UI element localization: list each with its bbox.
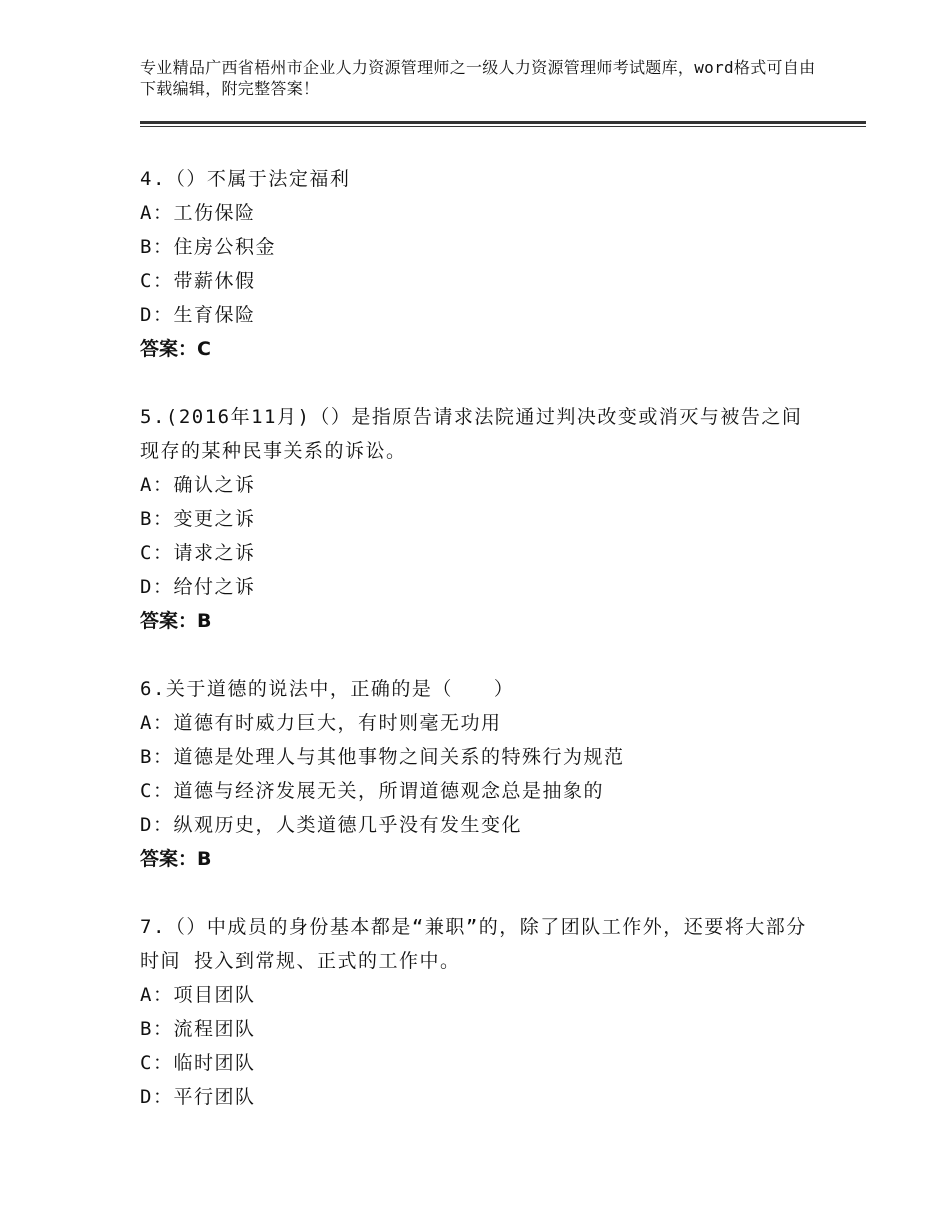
- option-a: A：工伤保险: [140, 202, 256, 224]
- option-d: D：纵观历史，人类道德几乎没有发生变化: [140, 814, 522, 836]
- option-c: C：道德与经济发展无关，所谓道德观念总是抽象的: [140, 780, 604, 802]
- option-c: C：临时团队: [140, 1052, 256, 1074]
- question-stem: 4.（）不属于法定福利: [140, 168, 351, 190]
- option-d: D：生育保险: [140, 304, 256, 326]
- option-d: D：平行团队: [140, 1086, 256, 1108]
- option-c: C：带薪休假: [140, 270, 256, 292]
- question-7: [140, 910, 840, 1114]
- option-b: B：变更之诉: [140, 508, 256, 530]
- question-4: [140, 162, 840, 366]
- question-5: [140, 400, 840, 638]
- option-a: A：道德有时威力巨大，有时则毫无功用: [140, 712, 502, 734]
- question-stem: 5.(2016年11月)（）是指原告请求法院通过判决改变或消灭与被告之间现存的某种民事关系的诉讼。: [140, 406, 803, 462]
- answer-label: 答案：B: [140, 610, 212, 632]
- option-a: A：确认之诉: [140, 474, 256, 496]
- header-divider-thin: [140, 126, 866, 127]
- question-6: [140, 672, 840, 876]
- option-b: B：流程团队: [140, 1018, 256, 1040]
- option-c: C：请求之诉: [140, 542, 256, 564]
- question-stem: 7.（）中成员的身份基本都是“兼职”的，除了团队工作外，还要将大部分时间 投入到常规、正式的工作中。: [140, 916, 807, 972]
- question-list: [140, 162, 840, 1148]
- option-b: B：住房公积金: [140, 236, 276, 258]
- answer-label: 答案：B: [140, 848, 212, 870]
- header-divider-thick: [140, 121, 866, 124]
- option-d: D：给付之诉: [140, 576, 256, 598]
- option-b: B：道德是处理人与其他事物之间关系的特殊行为规范: [140, 746, 625, 768]
- option-a: A：项目团队: [140, 984, 256, 1006]
- document-header: 专业精品广西省梧州市企业人力资源管理师之一级人力资源管理师考试题库，word格式可自由下载编辑，附完整答案！: [140, 58, 816, 98]
- answer-label: 答案：C: [140, 338, 211, 360]
- question-stem: 6.关于道德的说法中，正确的是（ ）: [140, 678, 515, 700]
